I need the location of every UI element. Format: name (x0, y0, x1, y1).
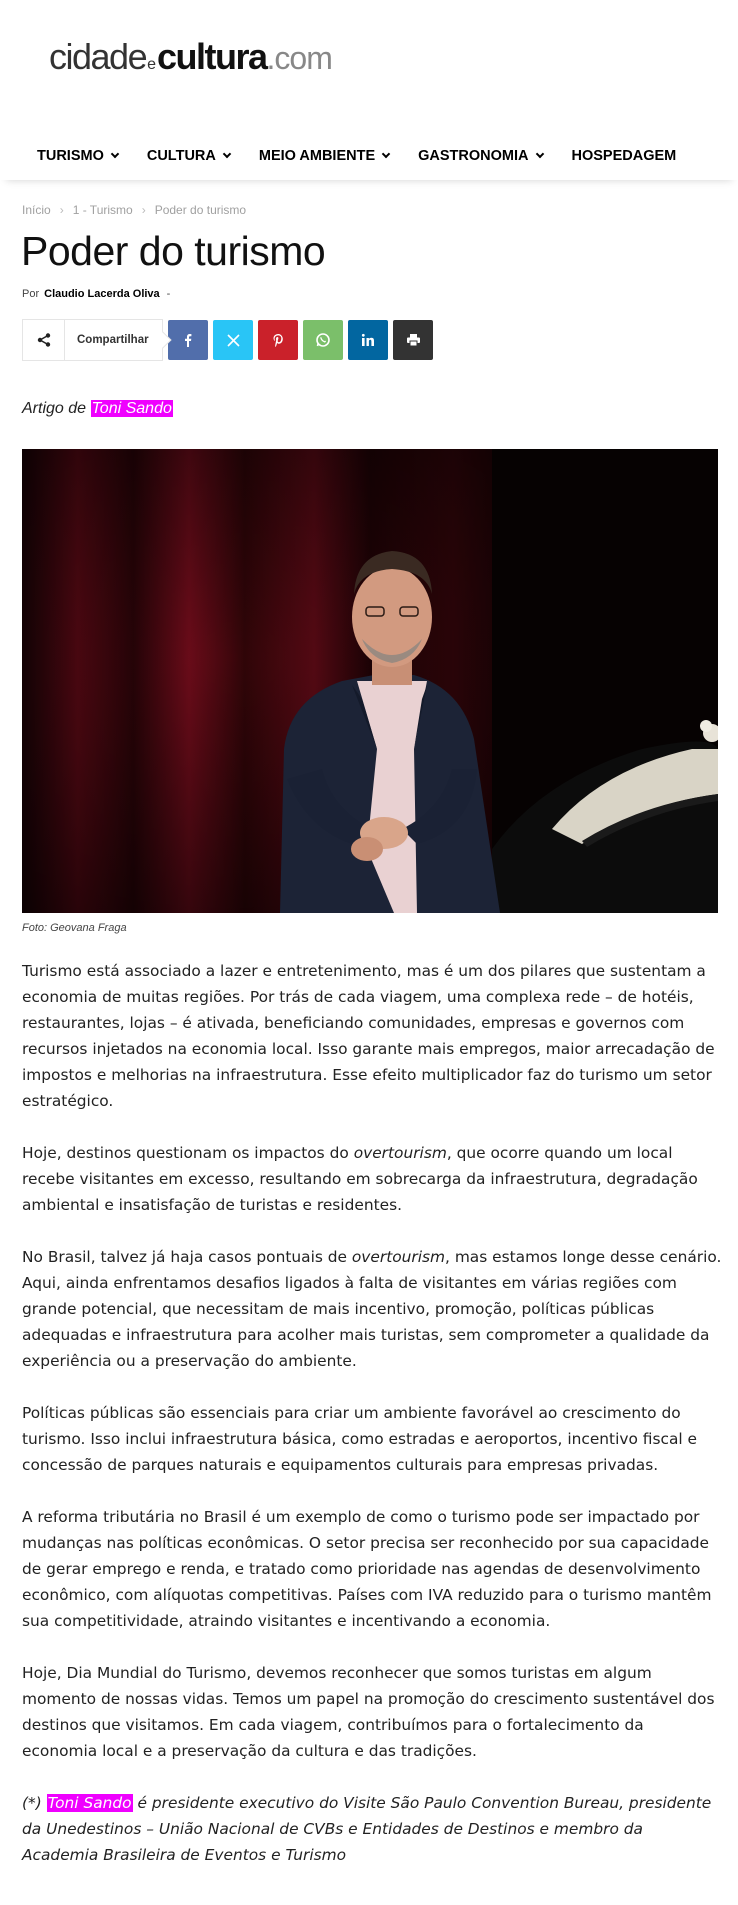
breadcrumb-separator-icon: › (59, 203, 64, 217)
linkedin-icon (361, 333, 375, 347)
breadcrumb-separator-icon: › (141, 203, 146, 217)
x-share-button[interactable] (213, 320, 253, 360)
breadcrumb-home-link[interactable]: Início (22, 203, 51, 217)
page-title: Poder do turismo (21, 228, 326, 274)
bio-author-highlight: Toni Sando (47, 1794, 132, 1812)
pinterest-share-button[interactable] (258, 320, 298, 360)
nav-item-label: CULTURA (146, 148, 216, 164)
nav-item-label: MEIO AMBIENTE (258, 148, 376, 164)
site-logo[interactable] (49, 36, 332, 80)
nav-item-label: GASTRONOMIA (418, 148, 529, 164)
share-toggle-button[interactable] (22, 319, 163, 361)
paragraph-text: , que ocorre quando um local recebe visitantes em excesso, resultando em sobrecarga da infraestrutura, degradação ambiental e insatisfação de turistas e residentes. (22, 1144, 698, 1214)
chevron-down-icon (111, 150, 119, 158)
article-paragraph: Turismo está associado a lazer e entretenimento, mas é um dos pilares que sustentam a economia de muitas regiões. Por trás de cada viagem, uma complexa rede – de hotéis, restaurantes, lojas – é ativada, beneficiando comunidades, empresas e governos com recursos injetados na economia local. Isso garante mais empregos, maior arrecadação de impostos e melhorias na infraestrutura. Esse efeito multiplicador faz do turismo um setor estratégico. (22, 962, 715, 1110)
chevron-down-icon (382, 150, 390, 158)
article-paragraph (22, 1244, 722, 1374)
logo-text-e: e (147, 56, 156, 73)
photo-caption: Foto: Geovana Fraga (22, 922, 127, 934)
breadcrumb-category-link[interactable]: 1 - Turismo (72, 203, 133, 217)
nav-item-label: TURISMO (37, 148, 104, 164)
facebook-icon (181, 333, 195, 347)
x-icon (227, 334, 240, 347)
article-paragraph: Políticas públicas são essenciais para criar um ambiente favorável ao crescimento do turismo. Isso inclui infraestrutura básica, como estradas e aeroportos, incentivo fiscal e concessão de parques naturais e equipamentos culturais para empresas privadas. (22, 1404, 698, 1474)
article-paragraph (22, 1140, 722, 1218)
article-body (22, 958, 722, 1894)
intro-prefix: Artigo de (22, 400, 87, 417)
article-paragraph: Hoje, Dia Mundial do Turismo, devemos reconhecer que somos turistas em algum momento de nossas vidas. Temos um papel na promoção do crescimento sustentável dos destinos que visitamos. Em cada viagem, contribuímos para o fortalecimento da economia local e a preservação da cultura e das tradições. (22, 1664, 715, 1760)
author-bio (22, 1790, 722, 1868)
nav-item-hospedagem[interactable] (572, 148, 677, 164)
chevron-down-icon (223, 150, 231, 158)
breadcrumb-current: Poder do turismo (154, 203, 247, 217)
share-icon (23, 320, 65, 360)
article-photo (22, 449, 718, 913)
nav-item-gastronomia[interactable] (418, 148, 542, 164)
byline (22, 288, 170, 300)
main-nav (0, 132, 738, 180)
whatsapp-share-button[interactable] (303, 320, 343, 360)
linkedin-share-button[interactable] (348, 320, 388, 360)
nav-item-meio-ambiente[interactable] (259, 148, 389, 164)
paragraph-emphasis: overtourism (351, 1248, 446, 1266)
article-paragraph: A reforma tributária no Brasil é um exemplo de como o turismo pode ser impactado por mudanças nas políticas econômicas. O setor precisa ser reconhecido por sua capacidade de gerar emprego e renda, e tratado como prioridade nas agendas de desenvolvimento econômico, com alíquotas competitivas. Países com IVA reduzido para o turismo mantêm sua competitividade, atraindo visitantes e incentivando a economia. (22, 1508, 712, 1630)
share-bar (22, 319, 433, 361)
author-link[interactable]: Claudio Lacerda Oliva (44, 288, 160, 300)
paragraph-text: Hoje, destinos questionam os impactos do (22, 1144, 354, 1162)
logo-text-cultura: cultura (157, 36, 267, 77)
paragraph-text: No Brasil, talvez já haja casos pontuais de (22, 1248, 352, 1266)
intro-author-highlight: Toni Sando (91, 400, 172, 417)
portrait-photo (22, 449, 718, 913)
byline-prefix: Por (22, 288, 40, 300)
breadcrumb (22, 203, 246, 217)
article-intro (22, 400, 173, 418)
share-label: Compartilhar (77, 334, 149, 346)
logo-text-cidade: cidade (49, 36, 147, 77)
print-icon (406, 333, 421, 347)
nav-item-turismo[interactable] (37, 148, 118, 164)
pinterest-icon (272, 333, 284, 347)
nav-item-label: HOSPEDAGEM (571, 148, 677, 164)
print-button[interactable] (393, 320, 433, 360)
chevron-down-icon (535, 150, 543, 158)
logo-text-com: .com (266, 40, 332, 76)
bio-prefix: (*) (22, 1794, 47, 1812)
paragraph-text: , mas estamos longe desse cenário. Aqui, ainda enfrentamos desafios ligados à falta de visitantes em várias regiões com grande potencial, que necessitam de mais incentivo, promoção, políticas públicas adequadas e infraestrutura para acolher mais turistas, sem comprometer a qualidade da experiência ou a preservação do ambiente. (22, 1248, 722, 1370)
nav-item-cultura[interactable] (147, 148, 230, 164)
facebook-share-button[interactable] (168, 320, 208, 360)
byline-dash: - (166, 288, 171, 300)
whatsapp-icon (315, 332, 331, 348)
paragraph-emphasis: overtourism (353, 1144, 447, 1162)
bio-text: é presidente executivo do Visite São Paulo Convention Bureau, presidente da Unedestinos – União Nacional de CVBs e Entidades de Destinos e membro da Academia Brasileira de Eventos e Turismo (22, 1794, 712, 1864)
